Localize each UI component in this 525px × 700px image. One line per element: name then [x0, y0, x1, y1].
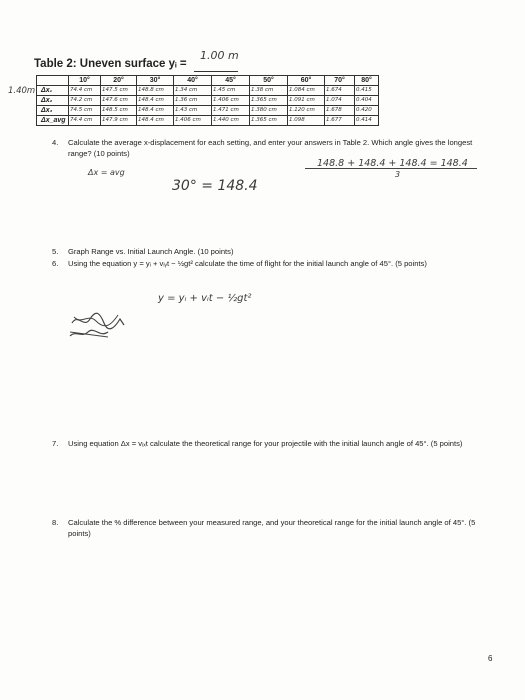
- table-cell: 1.074: [325, 96, 355, 106]
- question-text: Graph Range vs. Initial Launch Angle. (10 points): [68, 247, 234, 256]
- table-cell: 147.9 cm: [101, 116, 137, 126]
- header-angle: 60°: [288, 76, 325, 86]
- table-cell: 1.678: [325, 106, 355, 116]
- table-cell: 1.677: [325, 116, 355, 126]
- table-cell: 1.098: [288, 116, 325, 126]
- question-number: 8.: [52, 518, 59, 527]
- handwritten-fraction-line: [305, 168, 477, 169]
- header-angle: 10°: [69, 76, 101, 86]
- question-text: Using equation Δx = vᵢₓt calculate the theoretical range for your projectile with the initial launch angle of 45°. (5 points): [68, 439, 463, 448]
- table-cell: 147.5 cm: [101, 86, 137, 96]
- table-cell: 1.084 cm: [288, 86, 325, 96]
- question-text: Calculate the % difference between your measured range, and your theoretical range for the initial launch angle of 45°. (5 points): [68, 518, 476, 538]
- question-number: 6.: [52, 259, 59, 268]
- question-text: Using the equation y = yᵢ + vᵢᵧt − ½gt² calculate the time of flight for the initial launch angle of 45°. (5 points): [68, 259, 427, 268]
- table-cell: 0.415: [355, 86, 379, 96]
- table-cell: 1.45 cm: [212, 86, 250, 96]
- table-cell: 1.120 cm: [288, 106, 325, 116]
- handwritten-dx-avg: Δx = avg: [88, 168, 125, 177]
- row-label: Δx₂: [37, 96, 69, 106]
- table-cell: 0.420: [355, 106, 379, 116]
- table-cell: 148.4 cm: [137, 96, 174, 106]
- table-cell: 1.440 cm: [212, 116, 250, 126]
- question-number: 7.: [52, 439, 59, 448]
- row-label: Δx₃: [37, 106, 69, 116]
- table-row-average: [37, 116, 379, 126]
- table-cell: 1.406 cm: [174, 116, 212, 126]
- table-cell: 148.8 cm: [137, 86, 174, 96]
- header-angle: 80°: [355, 76, 379, 86]
- table-cell: 1.365 cm: [250, 116, 288, 126]
- page-number: 6: [488, 654, 493, 663]
- table-row: [37, 86, 379, 96]
- table-cell: 1.380 cm: [250, 106, 288, 116]
- question-number: 5.: [52, 247, 59, 256]
- table-cell: 148.5 cm: [101, 106, 137, 116]
- table-cell: 74.2 cm: [69, 96, 101, 106]
- table-cell: 147.6 cm: [101, 96, 137, 106]
- table-cell: 1.34 cm: [174, 86, 212, 96]
- table-cell: 74.5 cm: [69, 106, 101, 116]
- row-label: Δx_avg: [37, 116, 69, 126]
- header-angle: 70°: [325, 76, 355, 86]
- header-angle: 20°: [101, 76, 137, 86]
- table-cell: 0.414: [355, 116, 379, 126]
- header-blank: [37, 76, 69, 86]
- table-cell: 148.4 cm: [137, 106, 174, 116]
- table-header-row: [37, 76, 379, 86]
- table-cell: 1.471 cm: [212, 106, 250, 116]
- handwritten-yi-value: 1.00 m: [200, 49, 239, 62]
- header-angle: 40°: [174, 76, 212, 86]
- table-cell: 1.38 cm: [250, 86, 288, 96]
- handwritten-equation: y = yᵢ + vᵢt − ½gt²: [158, 293, 252, 304]
- row-label: Δx₁: [37, 86, 69, 96]
- table-cell: 1.43 cm: [174, 106, 212, 116]
- handwritten-scratch-2: [70, 327, 86, 335]
- title-blank-line: [194, 71, 238, 72]
- table-title: Table 2: Uneven surface yᵢ =: [34, 58, 187, 70]
- handwritten-scratch-1: [64, 308, 102, 318]
- handwritten-left-note: 1.40m: [8, 86, 36, 96]
- handwritten-average-sum: 148.8 + 148.4 + 148.4 = 148.4: [317, 158, 468, 169]
- question-number: 4.: [52, 138, 59, 147]
- table-cell: 148.4 cm: [137, 116, 174, 126]
- table-cell: 74.4 cm: [69, 86, 101, 96]
- table-cell: 1.406 cm: [212, 96, 250, 106]
- question-text: Calculate the average x-displacement for each setting, and enter your answers in Table 2. Which angle gives the longest range? (10 points): [68, 138, 473, 158]
- table-cell: 1.091 cm: [288, 96, 325, 106]
- header-angle: 45°: [212, 76, 250, 86]
- header-angle: 50°: [250, 76, 288, 86]
- table-cell: 0.404: [355, 96, 379, 106]
- table-cell: 74.4 cm: [69, 116, 101, 126]
- data-table: [36, 75, 379, 126]
- table-cell: 1.36 cm: [174, 96, 212, 106]
- table-cell: 1.674: [325, 86, 355, 96]
- handwritten-divisor: 3: [395, 170, 401, 179]
- table-row: [37, 96, 379, 106]
- table-cell: 1.365 cm: [250, 96, 288, 106]
- handwritten-answer: 30° = 148.4: [172, 178, 258, 194]
- table-row: [37, 106, 379, 116]
- header-angle: 30°: [137, 76, 174, 86]
